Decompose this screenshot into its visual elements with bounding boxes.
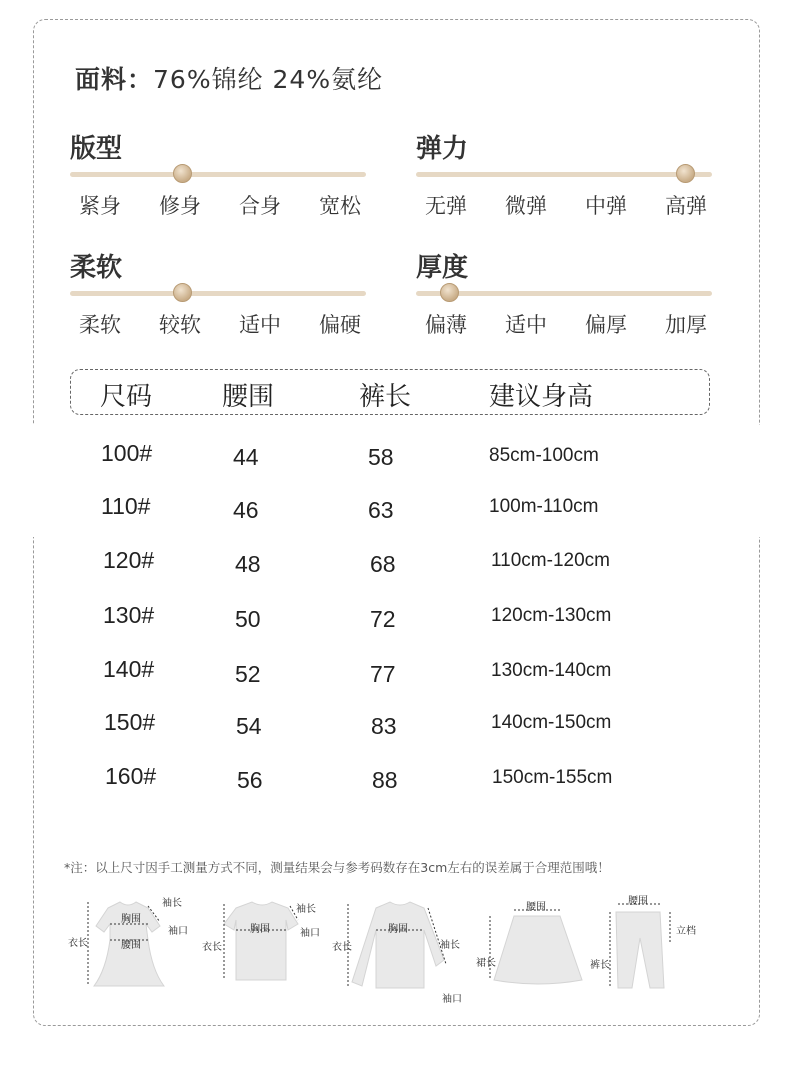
option-label: 宽松 — [319, 194, 361, 218]
option-label: 柔软 — [79, 313, 121, 337]
waist-cell: 44 — [233, 444, 259, 470]
attr-title: 厚度 — [416, 253, 469, 283]
header-length: 裤长 — [359, 382, 412, 412]
waist-label: 腰围 — [121, 940, 141, 951]
cuff-label: 袖口 — [442, 994, 462, 1005]
option-label: 偏厚 — [585, 313, 627, 337]
option-label: 较软 — [159, 313, 201, 337]
attr-thickness — [416, 247, 716, 337]
waist-cell: 54 — [236, 713, 262, 739]
rise-label: 立档 — [676, 926, 696, 937]
attr-title: 柔软 — [70, 253, 123, 283]
option-label: 高弹 — [665, 194, 707, 218]
size-cell: 100# — [101, 440, 153, 466]
length-cell: 77 — [370, 661, 396, 687]
chest-label: 胸围 — [388, 924, 408, 935]
measurement-note: *注：以上尺寸因手工测量方式不同，测量结果会与参考码数存在3cm左右的误差属于合理范围哦！ — [64, 860, 610, 875]
slider-knob — [440, 283, 459, 302]
header-height: 建议身高 — [489, 382, 594, 412]
slider-track — [70, 172, 366, 177]
attr-fit — [70, 128, 370, 218]
slider-labels — [70, 190, 370, 220]
option-label: 合身 — [239, 194, 281, 218]
table-row — [0, 547, 790, 587]
height-cell: 110cm-120cm — [491, 550, 610, 571]
attr-elasticity — [416, 128, 716, 218]
height-cell: 150cm-155cm — [492, 767, 613, 788]
option-label: 偏硬 — [319, 313, 361, 337]
length-cell: 58 — [368, 444, 394, 470]
length-cell: 68 — [370, 551, 396, 577]
option-label: 偏薄 — [425, 313, 467, 337]
waist-cell: 48 — [235, 551, 261, 577]
size-cell: 160# — [105, 763, 157, 789]
slider-track — [70, 291, 366, 296]
length-cell: 63 — [368, 497, 394, 523]
size-cell: 140# — [103, 656, 155, 682]
height-cell: 130cm-140cm — [491, 660, 612, 681]
option-label: 加厚 — [665, 313, 707, 337]
length-label: 衣长 — [332, 942, 352, 953]
table-row — [0, 602, 790, 642]
fabric-value: 76%锦纶 24%氨纶 — [153, 65, 384, 94]
option-label: 微弹 — [505, 194, 547, 218]
slider-labels — [416, 309, 716, 339]
header-waist: 腰围 — [222, 382, 275, 412]
sleeve-label: 袖长 — [440, 940, 460, 951]
size-cell: 130# — [103, 602, 155, 628]
size-cell: 150# — [104, 709, 156, 735]
header-size: 尺码 — [100, 382, 153, 412]
waist-cell: 56 — [237, 767, 263, 793]
waist-label: 腰围 — [526, 902, 546, 913]
size-cell: 120# — [103, 547, 155, 573]
height-cell: 120cm-130cm — [491, 605, 612, 626]
slider-track — [416, 172, 712, 177]
attr-title: 弹力 — [416, 134, 469, 164]
waist-cell: 50 — [235, 606, 261, 632]
waist-cell: 46 — [233, 497, 259, 523]
length-cell: 88 — [372, 767, 398, 793]
height-cell: 85cm-100cm — [489, 445, 599, 466]
pants-icon — [590, 890, 710, 1000]
slider-labels — [416, 190, 716, 220]
table-row — [0, 763, 790, 803]
height-cell: 100m-110cm — [489, 496, 599, 517]
waist-cell: 52 — [235, 661, 261, 687]
table-row — [0, 709, 790, 749]
length-label: 裙长 — [476, 958, 496, 969]
skirt-diagram — [476, 890, 596, 1000]
dress-diagram — [68, 890, 198, 1000]
cuff-label: 袖口 — [300, 928, 320, 939]
sleeve-label: 袖长 — [296, 904, 316, 915]
table-row — [0, 656, 790, 696]
cuff-label: 袖口 — [168, 926, 188, 937]
slider-track — [416, 291, 712, 296]
attr-softness — [70, 247, 370, 337]
option-label: 适中 — [505, 313, 547, 337]
chest-label: 胸围 — [121, 914, 141, 925]
attr-title: 版型 — [70, 134, 123, 164]
sweater-diagram — [332, 890, 472, 1010]
option-label: 中弹 — [585, 194, 627, 218]
height-cell: 140cm-150cm — [491, 712, 612, 733]
length-label: 裤长 — [590, 960, 610, 971]
size-cell: 110# — [101, 493, 151, 519]
length-label: 衣长 — [202, 942, 222, 953]
length-cell: 72 — [370, 606, 396, 632]
length-cell: 83 — [371, 713, 397, 739]
option-label: 无弹 — [425, 194, 467, 218]
table-row — [0, 440, 790, 480]
length-label: 衣长 — [68, 938, 88, 949]
sleeve-label: 袖长 — [162, 898, 182, 909]
pants-diagram — [590, 890, 710, 1000]
option-label: 适中 — [239, 313, 281, 337]
chest-label: 胸围 — [250, 924, 270, 935]
waist-label: 腰围 — [628, 896, 648, 907]
table-row — [0, 493, 790, 533]
option-label: 修身 — [159, 194, 201, 218]
slider-labels — [70, 309, 370, 339]
fabric-info — [75, 60, 383, 96]
tee-diagram — [202, 890, 332, 1000]
option-label: 紧身 — [79, 194, 121, 218]
fabric-label: 面料： — [75, 65, 154, 94]
